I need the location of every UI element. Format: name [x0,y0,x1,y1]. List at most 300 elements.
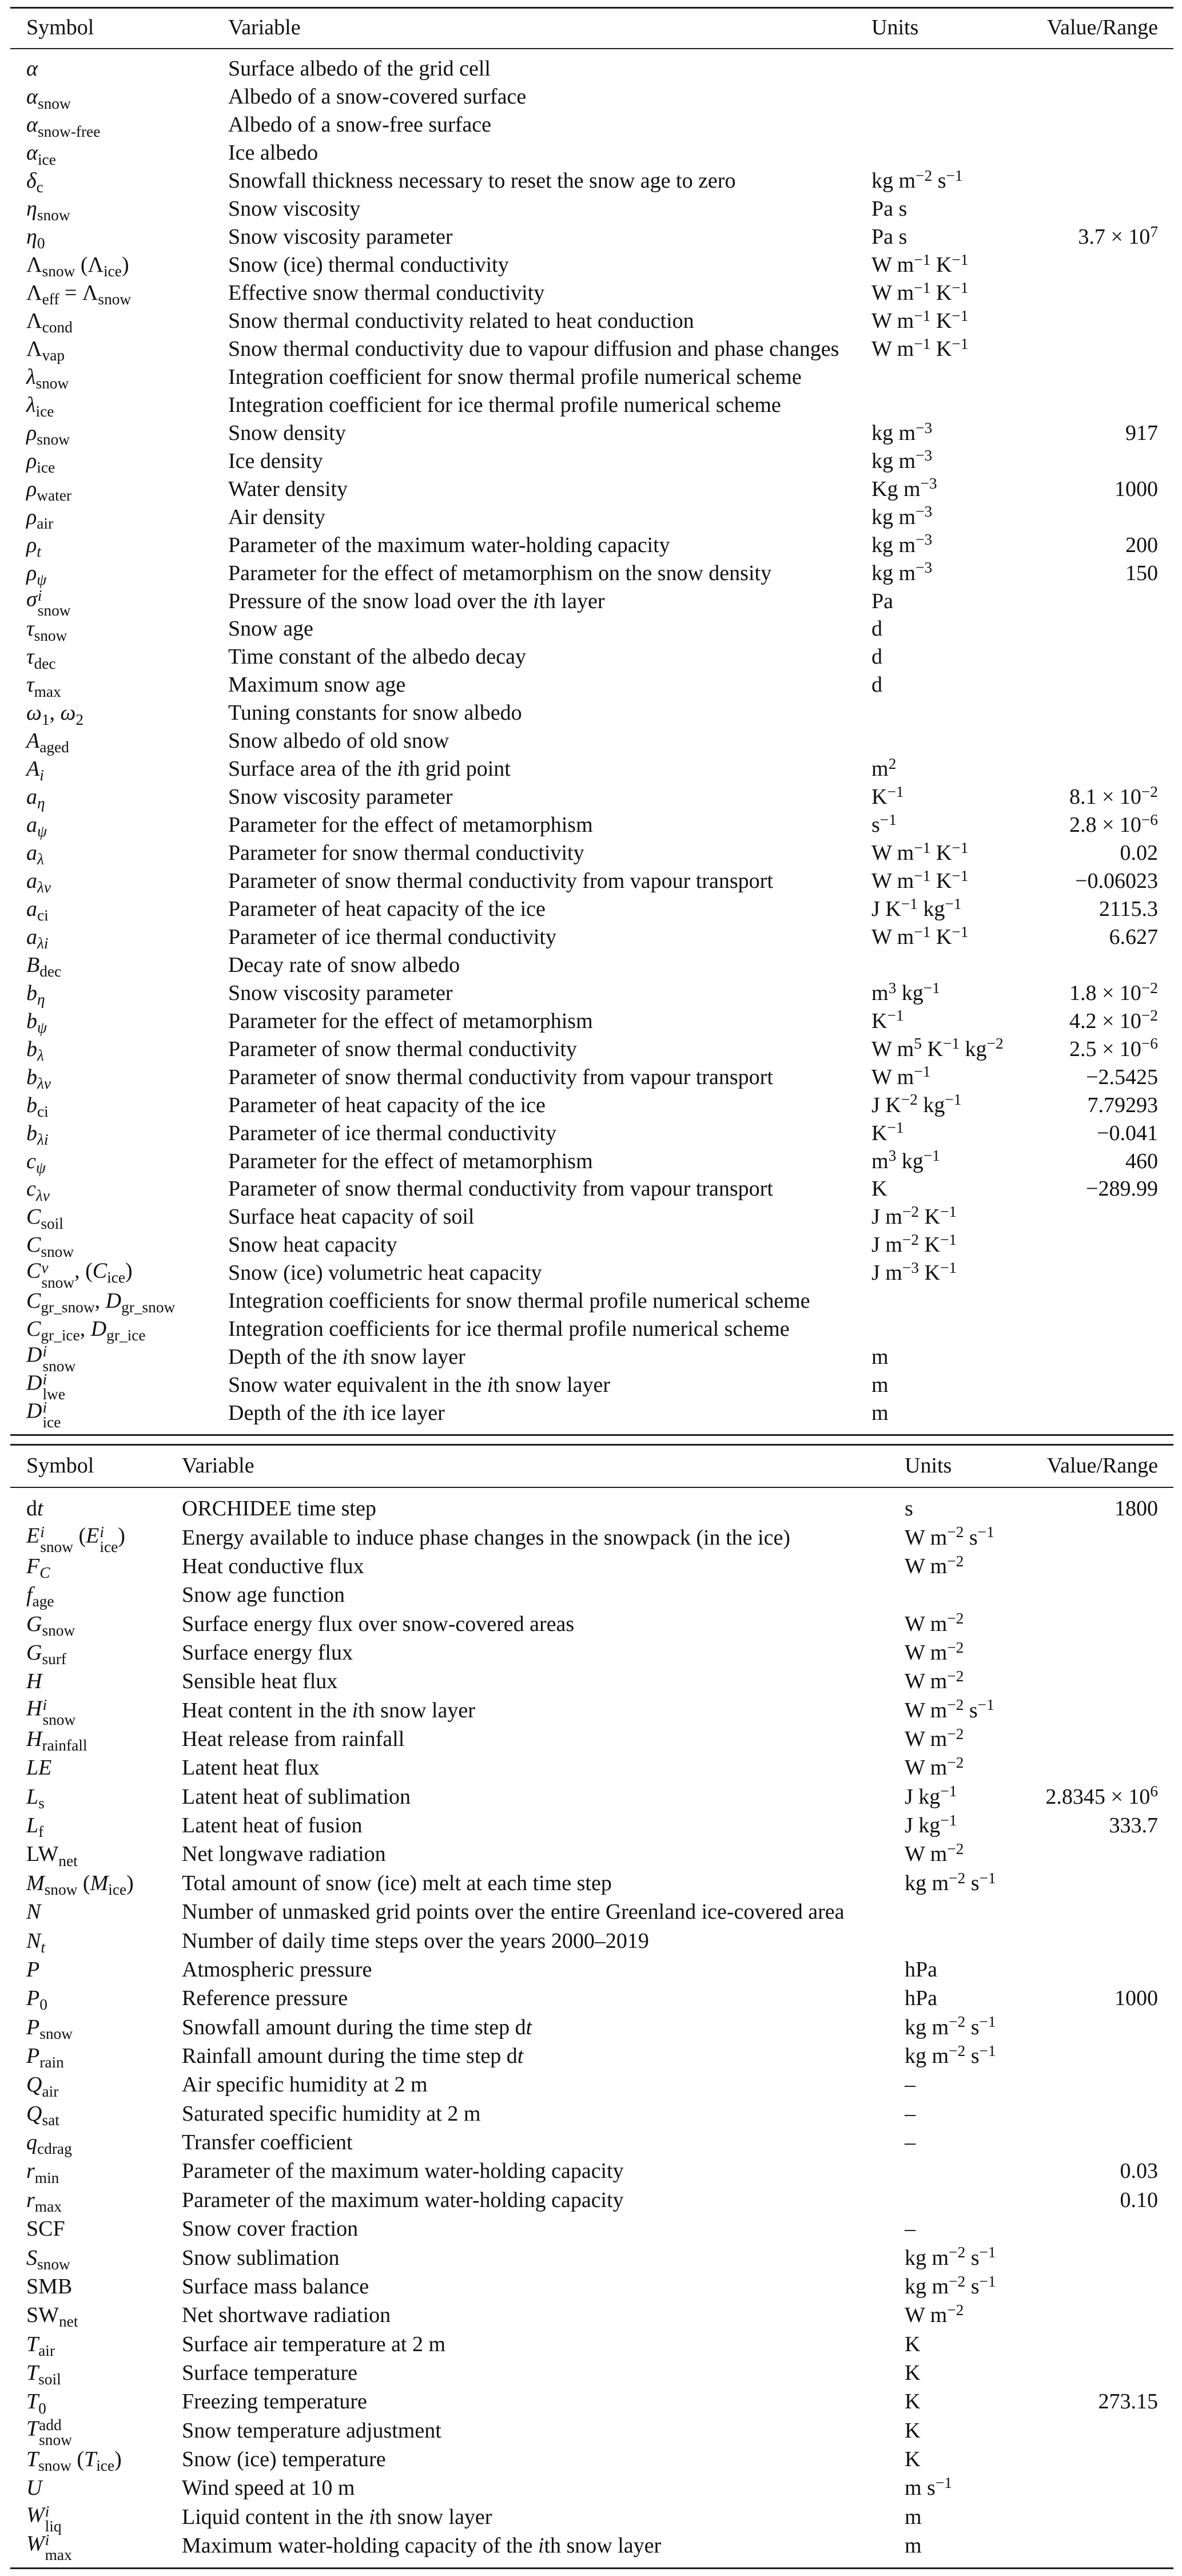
units-cell: $K^{-1}$ [871,1007,904,1033]
symbol-cell: $\lambda_{snow}$ [26,364,69,392]
table-row [0,139,1182,167]
value-cell: −289.99 [1086,1177,1158,1201]
symbol-cell: $F_C$ [26,1554,50,1582]
value-cell: 0.03 [1120,2159,1158,2184]
units-cell: K [905,2332,921,2356]
table-row [0,1035,1182,1063]
value-cell: $3.7 \times 10^7$ [1078,223,1158,249]
variable-cell: Freezing temperature [182,2390,367,2414]
units-cell: kg $m^{-3}$ [871,503,933,529]
symbol-cell: $a_{\lambda v}$ [26,869,51,896]
symbol-cell: $b_{\lambda i}$ [26,1121,49,1148]
units-cell: Pa s [871,225,908,249]
variable-cell: Snowfall thickness necessary to reset the snow age to zero [228,169,736,193]
symbol-cell: $C_{gr\_snow}$, $D_{gr\_snow}$ [26,1289,176,1316]
value-cell: 273.15 [1098,2390,1158,2414]
units-cell: W $m^{-1}$ $K^{-1}$ [871,839,969,866]
units-cell: kg $m^{-3}$ [871,419,933,445]
symbol-cell: $P_{rain}$ [26,2044,64,2071]
units-cell: W $m^{-2}$ $s^{-1}$ [905,1523,994,1550]
table-row [0,586,1182,619]
table-row [0,2329,1182,2358]
units-cell: W $m^{-2}$ [905,1754,964,1780]
variable-cell: Heat release from rainfall [182,1727,405,1752]
units-cell: J $kg^{-1}$ [905,1783,957,1809]
table-row [0,2186,1182,2214]
units-cell: kg $m^{-2}$ $s^{-1}$ [905,2013,996,2039]
units-cell: Pa [871,589,893,613]
table-row [0,2531,1182,2564]
table-row [0,83,1182,111]
variable-cell: Net longwave radiation [182,1842,386,1867]
units-cell: – [905,2073,916,2097]
table-row [0,1552,1182,1581]
table1-header-rule [10,48,1173,49]
table-row [0,1753,1182,1782]
symbol-cell: N [26,1900,41,1924]
symbol-cell: P [26,1957,40,1982]
variable-cell: Saturated specific humidity at 2 m [182,2101,481,2126]
units-cell: W $m^{-1}$ [871,1063,931,1089]
variable-cell: Snow density [228,420,346,445]
variable-cell: Surface temperature [182,2360,357,2385]
value-cell: 6.627 [1109,924,1158,949]
variable-cell: Surface mass balance [182,2274,369,2299]
symbol-cell: $A_{aged}$ [26,729,69,756]
variable-cell: Number of daily time steps over the years 2000–2019 [182,1928,649,1953]
symbol-cell: $a_{ci}$ [26,896,49,924]
table-row [0,279,1182,307]
variable-cell: Ice albedo [228,141,319,165]
symbol-cell: $b_\lambda$ [26,1037,44,1064]
variable-cell: Parameter for snow thermal conductivity [228,841,584,866]
table-row [0,1811,1182,1840]
header-units: Units [871,15,919,39]
symbol-cell: $c_{\lambda v}$ [26,1177,50,1204]
symbol-cell: $P_{snow}$ [26,2015,73,2042]
symbol-cell: $\rho_\psi$ [26,561,47,588]
variable-cell: Snow viscosity [228,197,361,221]
header-value-range: Value/Range [1046,15,1158,39]
units-cell: – [905,2101,916,2126]
symbol-cell: $\tau_{dec}$ [26,645,56,672]
units-cell: W $m^{-2}$ $s^{-1}$ [905,1696,994,1722]
units-cell: J $kg^{-1}$ [905,1811,957,1838]
symbol-cell: $\alpha_{snow}$ [26,85,71,112]
table-row [0,1725,1182,1753]
table-row [0,1523,1182,1555]
units-cell: W $m^{-1}$ $K^{-1}$ [871,307,969,334]
variable-cell: Surface heat capacity of soil [228,1205,475,1229]
table-row [0,923,1182,951]
value-cell: 917 [1125,420,1158,445]
table-row [0,839,1182,867]
symbol-cell: $N_t$ [26,1928,45,1956]
table-row [0,391,1182,419]
variable-cell: Parameter of snow thermal conductivity from vapour transport [228,869,773,894]
table-row [0,167,1182,195]
table-row [0,2387,1182,2416]
table2-bottom-rule [10,2567,1173,2569]
units-cell: $m^2$ [871,755,897,781]
table-row [0,1063,1182,1091]
variable-cell: Snow (ice) thermal conductivity [228,253,509,277]
symbol-cell: $\eta_{snow}$ [26,197,70,224]
variable-cell: Heat conductive flux [182,1554,364,1578]
units-cell: W $m^{-1}$ $K^{-1}$ [871,867,969,894]
variable-cell: Parameter of heat capacity of the ice [228,896,546,921]
variable-cell: Snow water equivalent in the ith snow layer [228,1373,611,1398]
symbol-cell: $SW_{net}$ [26,2303,78,2331]
value-cell: 333.7 [1109,1813,1158,1838]
variable-cell: Surface energy flux over snow-covered areas [182,1612,575,1636]
table-row [0,979,1182,1007]
header-value-range: Value/Range [1046,1454,1158,1478]
table-row [0,2099,1182,2128]
value-cell: $2.8 \times 10^{-6}$ [1069,811,1158,838]
table-row [0,1667,1182,1696]
table-row [0,1494,1182,1523]
units-cell: W $m^{-2}$ [905,1840,964,1867]
variable-cell: Parameter of the maximum water-holding capacity [228,533,670,557]
symbol-cell: $\rho_{air}$ [26,505,54,532]
header-variable: Variable [182,1454,254,1478]
units-cell: Pa s [871,197,908,221]
symbol-cell: $C_{snow}$ [26,1233,74,1260]
table-row [0,615,1182,643]
table-row [0,419,1182,447]
units-cell: W $m^{-2}$ [905,1725,964,1752]
symbol-cell: $Q_{air}$ [26,2073,59,2100]
symbol-cell: D i ice [26,1399,61,1431]
variable-cell: Depth of the ith ice layer [228,1401,445,1426]
variable-cell: Parameter for the effect of metamorphism [228,1149,593,1173]
units-cell: W $m^{-2}$ [905,1668,964,1694]
variable-cell: Parameter of ice thermal conductivity [228,1121,556,1145]
variable-cell: Parameter for the effect of metamorphism on the snow density [228,561,772,585]
symbol-cell: $\delta_c$ [26,169,43,196]
value-cell: $2.8345 \times 10^6$ [1045,1783,1158,1809]
variable-cell: Latent heat of fusion [182,1813,363,1838]
table-row [0,867,1182,895]
symbol-cell: $B_{dec}$ [26,952,62,981]
variable-cell: Parameter of snow thermal conductivity from vapour transport [228,1177,773,1201]
value-cell: 150 [1125,561,1158,585]
symbol-cell: $b_{ci}$ [26,1093,49,1120]
units-cell: K [905,2447,921,2472]
table-row [0,251,1182,279]
variable-cell: Maximum water-holding capacity of the ith snow layer [182,2534,662,2558]
variable-cell: Effective snow thermal conductivity [228,281,545,305]
table-row [0,1175,1182,1203]
variable-cell: Parameter of snow thermal conductivity [228,1037,577,1061]
table-row [0,2272,1182,2301]
table-row [0,2013,1182,2041]
variable-cell: Heat content in the ith snow layer [182,1698,475,1722]
symbol-cell: $\Lambda_{cond}$ [26,309,73,336]
symbol-cell: $\tau_{snow}$ [26,617,67,644]
symbol-cell: $C_{soil}$ [26,1205,63,1232]
symbol-cell: E i snow (E i ice ) [26,1523,125,1555]
symbol-cell: $f_{age}$ [26,1583,54,1610]
table-row [0,755,1182,783]
variable-cell: Albedo of a snow-free surface [228,113,492,137]
units-cell: kg $m^{-2}$ $s^{-1}$ [905,2244,996,2270]
symbol-cell: $G_{snow}$ [26,1612,75,1639]
table2-header-row [0,1451,1182,1480]
units-cell: kg $m^{-3}$ [871,559,933,585]
table-row [0,363,1182,391]
symbol-cell: C v snow , $(C_{ice})$ [26,1259,133,1291]
value-cell: 200 [1125,533,1158,557]
units-cell: K [905,2390,921,2414]
variable-cell: Snow age [228,617,313,641]
variable-cell: Parameter for the effect of metamorphism [228,813,593,838]
table-row [0,2157,1182,2185]
units-cell: J $m^{-2}$ $K^{-1}$ [871,1203,957,1229]
table-row [0,475,1182,503]
symbol-cell: $T_{snow}$ $(T_{ice})$ [26,2447,122,2475]
units-cell: W $m^{-2}$ [905,2301,964,2328]
units-cell: K [905,2418,921,2443]
variable-cell: Water density [228,477,348,501]
table-row [0,1984,1182,2013]
variable-cell: Snow (ice) volumetric heat capacity [228,1261,542,1285]
variable-cell: Snow sublimation [182,2245,340,2270]
table-row [0,2042,1182,2070]
symbol-cell: $a_\lambda$ [26,841,44,868]
symbol-cell: $\rho_{snow}$ [26,420,70,448]
symbol-cell: U [26,2476,42,2500]
symbol-cell: $r_{min}$ [26,2159,59,2186]
variable-cell: Albedo of a snow-covered surface [228,85,527,109]
table-row [0,1343,1182,1375]
symbol-cell: $\Lambda_{vap}$ [26,336,65,364]
symbol-cell: $M_{snow}$ $(M_{ice})$ [26,1871,134,1899]
table-row [0,1696,1182,1728]
variable-cell: Air density [228,505,325,529]
table-row [0,811,1182,839]
variable-cell: ORCHIDEE time step [182,1497,376,1521]
symbol-cell: α [26,57,38,81]
symbol-cell: $q_{cdrag}$ [26,2130,72,2158]
symbol-cell: $\rho_{water}$ [26,477,72,504]
symbol-cell: $a_\psi$ [26,813,47,840]
variable-cell: Liquid content in the ith snow layer [182,2504,492,2529]
variable-cell: Sensible heat flux [182,1669,338,1694]
symbol-cell: W i max [26,2531,72,2564]
units-cell: d [871,645,882,669]
symbol-cell: dt [26,1497,43,1521]
symbol-cell: H [26,1669,42,1694]
variable-cell: Ice density [228,448,323,473]
units-cell: W $m^{-1}$ $K^{-1}$ [871,251,969,277]
units-cell: kg $m^{-3}$ [871,447,933,473]
units-cell: d [871,617,882,641]
header-symbol: Symbol [26,1454,94,1478]
units-cell: kg $m^{-2}$ $s^{-1}$ [905,2042,996,2068]
variable-cell: Rainfall amount during the time step dt [182,2044,524,2068]
symbol-cell: $r_{max}$ [26,2188,62,2215]
units-cell: – [905,2130,916,2155]
symbol-cell: $b_\eta$ [26,981,45,1009]
variable-cell: Snow heat capacity [228,1233,397,1257]
header-symbol: Symbol [26,15,94,39]
table-row [0,2503,1182,2535]
header-variable: Variable [228,15,301,39]
variable-cell: Reference pressure [182,1986,348,2011]
symbol-cell: D i lwe [26,1371,65,1403]
table-row [0,307,1182,335]
table-row [0,2214,1182,2243]
table-row [0,1638,1182,1667]
symbol-cell: SCF [26,2217,65,2241]
table1-top-rule [10,7,1173,9]
units-cell: K [905,2360,921,2385]
symbol-cell: $b_{\lambda v}$ [26,1065,51,1092]
table-row [0,1399,1182,1431]
value-cell: 460 [1125,1149,1158,1173]
table-row [0,1371,1182,1403]
symbol-cell: SMB [26,2274,73,2299]
symbol-cell: σ i snow [26,586,71,619]
table-row [0,111,1182,139]
variable-cell: Energy available to induce phase changes in the snowpack (in the ice) [182,1525,790,1550]
variable-cell: Tuning constants for snow albedo [228,701,522,725]
variable-cell: Parameter of the maximum water-holding capacity [182,2188,624,2212]
symbol-cell: $a_\eta$ [26,785,45,812]
variable-cell: Snow thermal conductivity due to vapour diffusion and phase changes [228,336,839,361]
table2-header-rule [10,1487,1173,1488]
symbol-cell: $b_\psi$ [26,1009,47,1036]
units-cell: $s^{-1}$ [871,811,897,838]
variable-cell: Depth of the ith snow layer [228,1345,465,1370]
table-row [0,223,1182,251]
value-cell: 1000 [1115,1986,1158,2011]
symbol-cell: $G_{surf}$ [26,1640,67,1668]
table-row [0,2243,1182,2272]
symbol-cell: $T_0$ [26,2390,46,2417]
units-cell: m [871,1373,889,1398]
table-row [0,1955,1182,1984]
units-cell: W $m^{-2}$ [905,1552,964,1578]
symbol-cell: $\lambda_{ice}$ [26,392,54,420]
variable-cell: Integration coefficient for snow thermal profile numerical scheme [228,364,802,389]
variable-cell: Surface energy flux [182,1640,353,1665]
units-cell: s [905,1497,913,1521]
table-row [0,1581,1182,1609]
variable-cell: Parameter of ice thermal conductivity [228,924,556,949]
variable-cell: Integration coefficients for snow thermal profile numerical scheme [228,1289,810,1313]
variable-cell: Parameter of snow thermal conductivity from vapour transport [228,1065,773,1089]
units-cell: kg $m^{-2}$ $s^{-1}$ [905,2272,996,2299]
symbol-cell: D i snow [26,1343,76,1375]
table-row [0,1147,1182,1175]
units-cell: $m^3$ $kg^{-1}$ [871,979,940,1005]
symbol-cell: $\alpha_{ice}$ [26,141,56,168]
units-cell: J $m^{-3}$ $K^{-1}$ [871,1259,957,1285]
table-row [0,671,1182,699]
units-cell: hPa [905,1986,937,2011]
variable-cell: Atmospheric pressure [182,1957,372,1982]
table-row [0,727,1182,755]
symbol-cell: $H_{rainfall}$ [26,1727,87,1755]
variable-cell: Snow viscosity parameter [228,225,453,249]
table-row [0,2445,1182,2474]
symbol-cell: $c_\psi$ [26,1149,46,1176]
units-cell: W $m^{-1}$ $K^{-1}$ [871,335,969,361]
symbol-cell: $LW_{net}$ [26,1842,78,1870]
units-cell: m [905,2504,922,2529]
table-row [0,2128,1182,2157]
table-row [0,447,1182,475]
symbol-cell: $\omega_1$, $\omega_2$ [26,701,84,728]
symbol-cell: $\eta_0$ [26,225,45,252]
table-row [0,1926,1182,1955]
variable-cell: Surface area of the ith grid point [228,757,511,781]
table-row [0,2070,1182,2099]
variable-cell: Latent heat flux [182,1756,320,1780]
variable-cell: Snow (ice) temperature [182,2447,386,2472]
table-row [0,1119,1182,1147]
table-row [0,1091,1182,1119]
value-cell: −2.5425 [1086,1065,1158,1089]
symbol-cell: T add snow [26,2416,72,2448]
table-row [0,783,1182,811]
value-cell: 1000 [1115,477,1158,501]
symbol-cell: H i snow [26,1696,76,1728]
symbol-cell: $\rho_{ice}$ [26,448,55,476]
units-cell: m [871,1401,889,1426]
table-row [0,1840,1182,1868]
table-row [0,559,1182,587]
symbol-cell: $L_f$ [26,1813,44,1841]
symbol-cell: W i liq [26,2503,62,2535]
table-row [0,1007,1182,1035]
variable-cell: Snow thermal conductivity related to heat conduction [228,309,694,334]
variable-cell: Net shortwave radiation [182,2303,391,2328]
table-row [0,895,1182,923]
variable-cell: Latent heat of sublimation [182,1784,411,1809]
value-cell: 1800 [1115,1497,1158,1521]
table-row [0,1287,1182,1315]
table-row [0,951,1182,979]
value-cell: −0.06023 [1075,869,1158,894]
units-cell: m [871,1345,889,1370]
variable-cell: Pressure of the snow load over the ith layer [228,589,605,613]
variable-cell: Decay rate of snow albedo [228,952,460,977]
symbol-cell: $C_{gr\_ice}$, $D_{gr\_ice}$ [26,1317,146,1344]
symbol-cell: $a_{\lambda i}$ [26,924,49,952]
symbol-cell: $\Lambda_{eff} = \Lambda_{snow}$ [26,281,132,308]
value-cell: $2.5 \times 10^{-6}$ [1069,1035,1158,1061]
variable-cell: Total amount of snow (ice) melt at each time step [182,1871,612,1895]
variable-cell: Snow temperature adjustment [182,2418,441,2443]
units-cell: hPa [905,1957,937,1982]
units-cell: m $s^{-1}$ [905,2474,952,2500]
variable-cell: Number of unmasked grid points over the entire Greenland ice-covered area [182,1900,845,1924]
variable-cell: Snow albedo of old snow [228,729,449,753]
value-cell: $4.2 \times 10^{-2}$ [1069,1007,1158,1033]
units-cell: W $m^5$ $K^{-1}$ $kg^{-2}$ [871,1035,1004,1061]
table-row [0,503,1182,531]
variable-cell: Transfer coefficient [182,2130,353,2155]
value-cell: 7.79293 [1087,1093,1158,1117]
units-cell: m [905,2534,922,2558]
symbol-cell: $L_s$ [26,1784,45,1812]
table-row [0,2474,1182,2502]
variable-cell: Surface albedo of the grid cell [228,57,491,81]
